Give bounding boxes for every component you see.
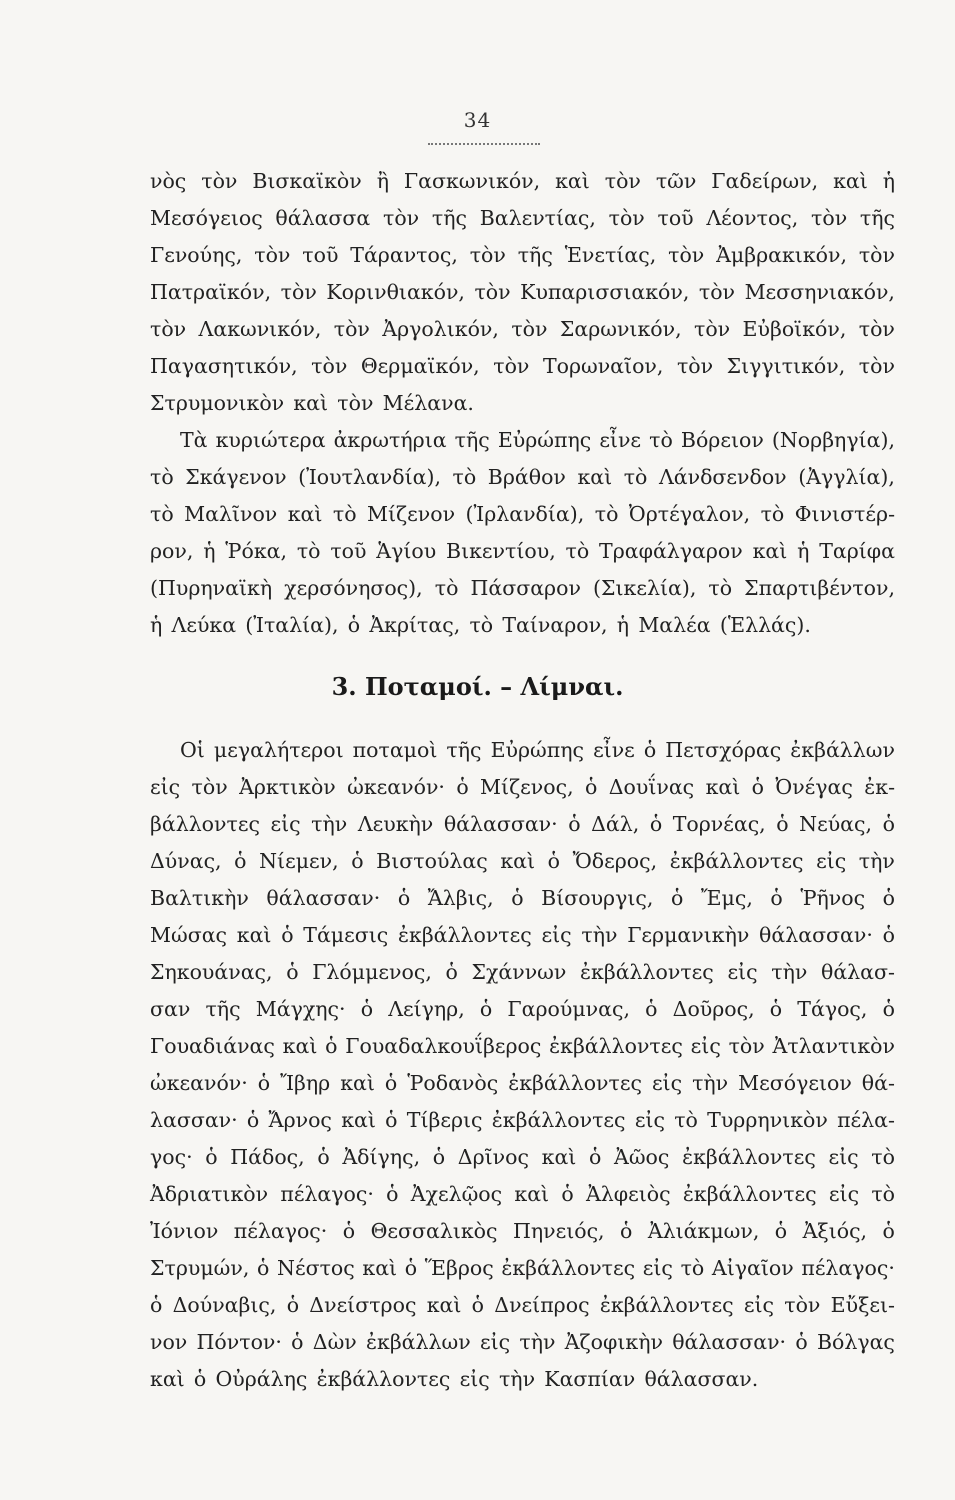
- text-line: Σηκουάνας, ὁ Γλόμμενος, ὁ Σχάννων ἐκβάλλοντες εἰς τὴν θάλασ-: [150, 960, 895, 984]
- section-heading: 3. Ποταμοί. – Λίμναι.: [331, 672, 624, 701]
- text-line: βάλλοντες εἰς τὴν Λευκὴν θάλασσαν· ὁ Δάλ, ὁ Τορνέας, ὁ Νεύας, ὁ: [150, 812, 895, 836]
- text-line: Μεσόγειος θάλασσα τὸν τῆς Βαλεντίας, τὸν τοῦ Λέοντος, τὸν τῆς: [150, 206, 895, 230]
- page-number-rule: [428, 143, 540, 145]
- text-line: (Πυρηναϊκὴ χερσόνησος), τὸ Πάσσαρον (Σικελία), τὸ Σπαρτιβέντον,: [150, 576, 895, 600]
- text-line: ὠκεανόν· ὁ Ἴβηρ καὶ ὁ Ῥοδανὸς ἐκβάλλοντες εἰς τὴν Μεσόγειον θά-: [150, 1071, 895, 1095]
- text-line: τὸ Σκάγενον (Ἰουτλανδία), τὸ Βράθον καὶ τὸ Λάνδσενδον (Ἀγγλία),: [150, 465, 895, 489]
- text-line: γος· ὁ Πάδος, ὁ Ἀδίγης, ὁ Δρῖνος καὶ ὁ Ἀῶος ἐκβάλλοντες εἰς τὸ: [150, 1145, 895, 1169]
- text-line: λασσαν· ὁ Ἄρνος καὶ ὁ Τίβερις ἐκβάλλοντες εἰς τὸ Τυρρηνικὸν πέλα-: [150, 1108, 895, 1132]
- text-line: νον Πόντον· ὁ Δὼν ἐκβάλλων εἰς τὴν Ἀζοφικὴν θάλασσαν· ὁ Βόλγας: [150, 1330, 895, 1354]
- text-line: Στρυμονικὸν καὶ τὸν Μέλανα.: [150, 391, 474, 415]
- text-line: καὶ ὁ Οὐράλης ἐκβάλλοντες εἰς τὴν Κασπίαν θάλασσαν.: [150, 1367, 759, 1391]
- text-line: Γουαδιάνας καὶ ὁ Γουαδαλκουΐβερος ἐκβάλλοντες εἰς τὸν Ἀτλαντικὸν: [150, 1034, 895, 1058]
- text-line: Βαλτικὴν θάλασσαν· ὁ Ἄλβις, ὁ Βίσουργις, ὁ Ἔμς, ὁ Ῥῆνος ὁ: [150, 886, 895, 910]
- paragraph-seas: [150, 163, 895, 422]
- text-line: σαν τῆς Μάγχης· ὁ Λείγηρ, ὁ Γαρούμνας, ὁ Δοῦρος, ὁ Τάγος, ὁ: [150, 997, 895, 1021]
- text-line: Ἰόνιον πέλαγος· ὁ Θεσσαλικὸς Πηνειός, ὁ Ἀλιάκμων, ὁ Ἀξιός, ὁ: [150, 1219, 895, 1243]
- text-line: Ἀδριατικὸν πέλαγος· ὁ Ἀχελῷος καὶ ὁ Ἀλφειὸς ἐκβάλλοντες εἰς τὸ: [150, 1182, 895, 1206]
- text-line: Γενούης, τὸν τοῦ Τάραντος, τὸν τῆς Ἑνετίας, τὸν Ἀμβρακικόν, τὸν: [150, 243, 895, 267]
- text-line: Δύνας, ὁ Νίεμεν, ὁ Βιστούλας καὶ ὁ Ὄδερος, ἐκβάλλοντες εἰς τὴν: [150, 849, 895, 873]
- text-line: ρον, ἡ Ῥόκα, τὸ τοῦ Ἁγίου Βικεντίου, τὸ Τραφάλγαρον καὶ ἡ Ταρίφα: [150, 539, 895, 563]
- text-line: εἰς τὸν Ἀρκτικὸν ὠκεανόν· ὁ Μίζενος, ὁ Δουΐνας καὶ ὁ Ὀνέγας ἐκ-: [150, 775, 895, 799]
- text-line: τὸ Μαλῖνον καὶ τὸ Μίζενον (Ἰρλανδία), τὸ Ὀρτέγαλον, τὸ Φινιστέρ-: [150, 502, 895, 526]
- text-line: ἡ Λεύκα (Ἰταλία), ὁ Ἀκρίτας, τὸ Ταίναρον, ἡ Μαλέα (Ἑλλάς).: [150, 613, 811, 637]
- paragraph-capes: [150, 422, 895, 644]
- page-number: 34: [463, 108, 492, 132]
- text-line: Πατραϊκόν, τὸν Κορινθιακόν, τὸν Κυπαρισσιακόν, τὸν Μεσσηνιακόν,: [150, 280, 895, 304]
- text-line: Μώσας καὶ ὁ Τάμεσις ἐκβάλλοντες εἰς τὴν Γερμανικὴν θάλασσαν· ὁ: [150, 923, 895, 947]
- text-line: Παγασητικόν, τὸν Θερμαϊκόν, τὸν Τορωναῖον, τὸν Σιγγιτικόν, τὸν: [150, 354, 895, 378]
- text-line: Τὰ κυριώτερα ἀκρωτήρια τῆς Εὐρώπης εἶνε τὸ Βόρειον (Νορβηγία),: [180, 428, 895, 452]
- paragraph-rivers: [150, 732, 895, 1398]
- text-line: ὁ Δούναβις, ὁ Δνείστρος καὶ ὁ Δνείπρος ἐκβάλλοντες εἰς τὸν Εὔξει-: [150, 1293, 895, 1317]
- text-line: νὸς τὸν Βισκαϊκὸν ἢ Γασκωνικόν, καὶ τὸν τῶν Γαδείρων, καὶ ἡ: [150, 169, 895, 193]
- text-line: τὸν Λακωνικόν, τὸν Ἀργολικόν, τὸν Σαρωνικόν, τὸν Εὐβοϊκόν, τὸν: [150, 317, 895, 341]
- text-line: Οἱ μεγαλήτεροι ποταμοὶ τῆς Εὐρώπης εἶνε ὁ Πετσχόρας ἐκβάλλων: [180, 738, 895, 762]
- text-line: Στρυμών, ὁ Νέστος καὶ ὁ Ἕβρος ἐκβάλλοντες εἰς τὸ Αἰγαῖον πέλαγος·: [150, 1256, 895, 1280]
